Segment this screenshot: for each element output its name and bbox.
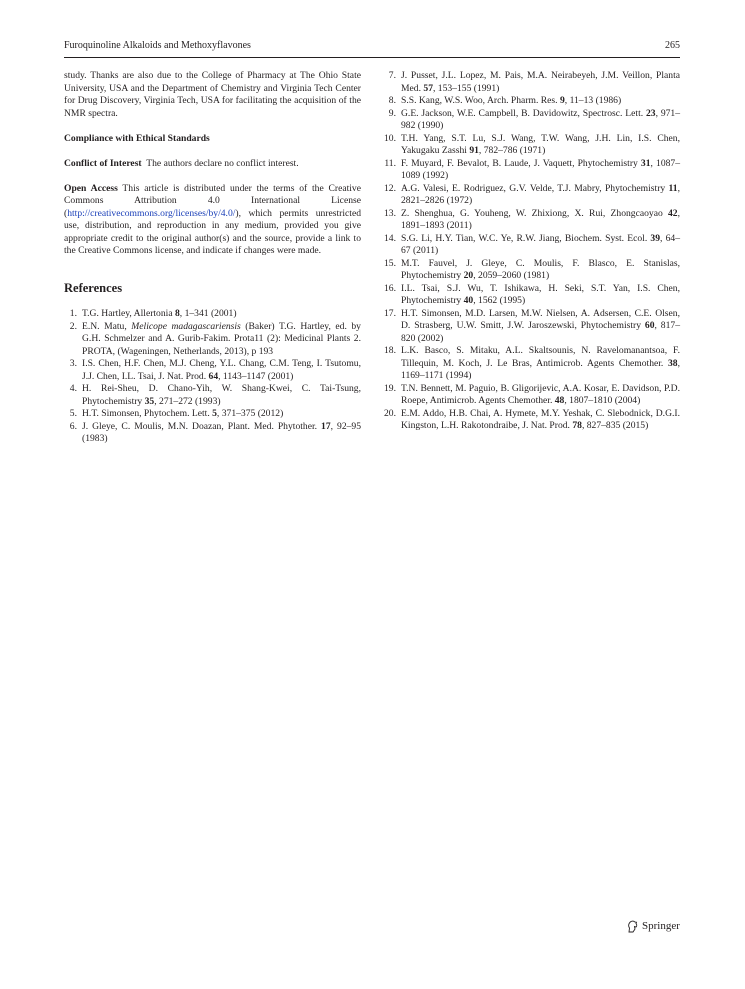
open-access-statement bbox=[64, 183, 361, 258]
reference-text: , 2821–2826 (1972) bbox=[401, 182, 680, 206]
reference-item bbox=[383, 383, 680, 408]
page-number: 265 bbox=[665, 40, 680, 51]
reference-volume: 38 bbox=[668, 357, 678, 369]
reference-volume: 5 bbox=[212, 408, 217, 419]
reference-item bbox=[383, 208, 680, 233]
reference-number: 10. bbox=[384, 132, 396, 144]
reference-item bbox=[383, 108, 680, 133]
reference-volume: 8 bbox=[174, 308, 180, 319]
reference-text: , 1891–1893 (2011) bbox=[401, 207, 680, 231]
reference-number: 16. bbox=[384, 282, 396, 294]
reference-text: H. Rei-Sheu, D. Chano-Yih, W. Shang-Kwei, C. Tai-Tsung, Phytochemistry bbox=[82, 383, 361, 407]
reference-number: 3. bbox=[69, 358, 77, 369]
reference-text: H.T. Simonsen, Phytochem. Lett. bbox=[82, 408, 213, 419]
reference-item bbox=[64, 308, 361, 321]
reference-text: L.K. Basco, S. Mitaku, A.L. Skaltsounis, N. Ravelomanantsoa, F. Tillequin, M. Koch, J. Le Bras, Antimicrob. Agents Chemother. bbox=[401, 345, 680, 369]
reference-list-left bbox=[64, 308, 361, 446]
reference-text: J. Pusset, J.L. Lopez, M. Pais, M.A. Neirabeyeh, J.M. Veillon, Planta Med. bbox=[401, 70, 680, 94]
license-link[interactable]: http://creativecommons.org/licenses/by/4.0/ bbox=[67, 207, 236, 219]
reference-item bbox=[383, 408, 680, 433]
reference-item bbox=[64, 421, 361, 446]
reference-number: 20. bbox=[384, 407, 396, 419]
reference-text: S.G. Li, H.Y. Tian, W.C. Ye, R.W. Jiang, Biochem. Syst. Ecol. bbox=[401, 232, 651, 244]
reference-item bbox=[383, 258, 680, 283]
reference-item bbox=[383, 95, 680, 108]
reference-item bbox=[64, 383, 361, 408]
reference-number: 5. bbox=[69, 408, 77, 419]
reference-text: E.N. Matu, bbox=[82, 320, 132, 332]
reference-volume: 39 bbox=[650, 232, 661, 244]
reference-number: 11. bbox=[384, 157, 396, 169]
left-column bbox=[64, 70, 361, 446]
reference-text: (Baker) T.G. Hartley, ed. by G.H. Schmelzer and A. Gurib-Fakim. Prota11 (2): Medicinal Plants 2. PROTA, (Wageningen, Netherlands, 2013), p 193 bbox=[82, 320, 361, 357]
reference-text: Z. Shenghua, G. Youheng, W. Zhixiong, X. Rui, Zhongcaoyao bbox=[401, 207, 668, 219]
reference-volume: 64 bbox=[208, 370, 219, 382]
reference-number: 13. bbox=[384, 207, 396, 219]
reference-number: 19. bbox=[384, 382, 396, 394]
reference-number: 15. bbox=[384, 257, 396, 269]
reference-text: , 971–982 (1990) bbox=[401, 107, 681, 131]
running-title: Furoquinoline Alkaloids and Methoxyflavones bbox=[64, 40, 251, 51]
compliance-heading: Compliance with Ethical Standards bbox=[64, 132, 210, 144]
conflict-of-interest bbox=[64, 158, 361, 171]
reference-item bbox=[383, 283, 680, 308]
reference-item bbox=[383, 183, 680, 208]
reference-text: M.T. Fauvel, J. Gleye, C. Moulis, F. Blasco, E. Stanislas, Phytochemistry bbox=[401, 257, 680, 281]
reference-number: 12. bbox=[384, 182, 396, 194]
reference-volume: 35 bbox=[144, 395, 155, 407]
publisher-name: Springer bbox=[642, 920, 680, 932]
reference-item bbox=[383, 158, 680, 183]
springer-horse-icon bbox=[626, 920, 639, 933]
reference-volume: 57 bbox=[423, 82, 433, 94]
reference-number: 18. bbox=[384, 345, 396, 356]
reference-volume: 42 bbox=[668, 207, 678, 219]
reference-text: , 817–820 (2002) bbox=[401, 320, 680, 344]
reference-text: , 11–13 (1986) bbox=[564, 95, 622, 106]
reference-volume: 60 bbox=[644, 320, 655, 331]
reference-item bbox=[383, 308, 680, 346]
reference-text: F. Muyard, F. Bevalot, B. Laude, J. Vaquett, Phytochemistry bbox=[401, 157, 641, 169]
reference-text: I.L. Tsai, S.J. Wu, T. Ishikawa, H. Seki, S.T. Yan, I.S. Chen, Phytochemistry bbox=[401, 282, 680, 306]
reference-item bbox=[64, 321, 361, 359]
reference-text: , 271–272 (1993) bbox=[154, 395, 221, 407]
reference-number: 6. bbox=[69, 420, 77, 432]
reference-text: , 827–835 (2015) bbox=[581, 420, 649, 431]
springer-logo bbox=[626, 920, 680, 933]
reference-volume: 40 bbox=[463, 295, 474, 306]
reference-text: S.S. Kang, W.S. Woo, Arch. Pharm. Res. bbox=[401, 95, 560, 106]
reference-text: E.M. Addo, H.B. Chai, A. Hymete, M.Y. Yeshak, C. Slebodnick, D.G.I. Kingston, L.H. Rakotondraibe, J. Nat. Prod. bbox=[401, 407, 680, 431]
reference-text: , 371–375 (2012) bbox=[216, 408, 284, 419]
reference-volume: 48 bbox=[554, 395, 565, 406]
reference-text: H.T. Simonsen, M.D. Larsen, M.W. Nielsen, A. Adsersen, C.E. Olsen, D. Strasberg, U.W. Smitt, J.W. Jaroszewski, Phytochemistry bbox=[401, 307, 680, 331]
reference-number: 2. bbox=[69, 320, 77, 332]
reference-text: , 64–67 (2011) bbox=[401, 232, 680, 256]
open-access-text-2: ), which permits unrestricted use, distribution, and reproduction in any medium, provided you give appropriate credit to the original author(s) and the source, provide a link to the Creative Commons license, and indicate if changes were made. bbox=[64, 207, 361, 256]
reference-text: J. Gleye, C. Moulis, M.N. Doazan, Plant. Med. Phytother. bbox=[82, 420, 322, 432]
reference-number: 1. bbox=[69, 308, 77, 319]
reference-number: 4. bbox=[69, 383, 77, 394]
reference-text: , 1807–1810 (2004) bbox=[564, 395, 641, 406]
reference-volume: 20 bbox=[463, 270, 474, 281]
reference-text: , 1–341 (2001) bbox=[179, 308, 237, 319]
reference-number: 17. bbox=[384, 307, 396, 319]
open-access-label: Open Access bbox=[64, 182, 118, 194]
reference-text: , 2059–2060 (1981) bbox=[473, 270, 550, 281]
reference-volume: 17 bbox=[321, 420, 331, 432]
reference-volume: 31 bbox=[640, 157, 651, 169]
conflict-label: Conflict of Interest bbox=[64, 157, 142, 169]
reference-number: 8. bbox=[388, 95, 396, 106]
reference-volume: 91 bbox=[469, 145, 479, 156]
reference-italic: Melicope madagascariensis bbox=[131, 320, 241, 332]
reference-volume: 11 bbox=[668, 182, 678, 194]
reference-item bbox=[383, 233, 680, 258]
reference-number: 7. bbox=[388, 70, 396, 81]
header-rule bbox=[64, 57, 680, 58]
reference-text: G.E. Jackson, W.E. Campbell, B. Davidowitz, Spectrosc. Lett. bbox=[401, 107, 646, 119]
reference-text: T.N. Bennett, M. Paguio, B. Gligorijevic, A.A. Kosar, E. Davidson, P.D. Roepe, Antimicrob. Agents Chemother. bbox=[401, 382, 680, 406]
reference-item bbox=[383, 70, 680, 95]
reference-number: 9. bbox=[388, 107, 396, 119]
reference-list-right bbox=[383, 70, 680, 433]
reference-text: , 1143–1147 (2001) bbox=[218, 370, 294, 382]
conflict-text: The authors declare no conflict interest. bbox=[146, 157, 299, 169]
reference-text: A.G. Valesi, E. Rodriguez, G.V. Velde, T.J. Mabry, Phytochemistry bbox=[401, 182, 669, 194]
reference-text: , 153–155 (1991) bbox=[432, 82, 500, 94]
reference-number: 14. bbox=[384, 232, 396, 244]
right-column bbox=[383, 70, 680, 433]
reference-text: , 782–786 (1971) bbox=[478, 145, 546, 156]
open-access-text-1: This article is distributed under the terms of the Creative Commons Attribution 4.0 International License ( bbox=[64, 182, 361, 219]
reference-text: , 1087–1089 (1992) bbox=[401, 157, 680, 181]
reference-text: , 1562 (1995) bbox=[473, 295, 526, 306]
reference-text: I.S. Chen, H.F. Chen, M.J. Cheng, Y.L. Chang, C.M. Teng, I. Tsutomu, J.J. Chen, I.L. Tsai, J. Nat. Prod. bbox=[82, 358, 361, 382]
reference-item bbox=[64, 408, 361, 421]
reference-text: , 92–95 (1983) bbox=[82, 420, 362, 444]
references-heading: References bbox=[64, 280, 123, 295]
reference-item bbox=[383, 345, 680, 383]
reference-text: T.H. Yang, S.T. Lu, S.J. Wang, T.W. Wang, J.H. Lin, I.S. Chen, Yakugaku Zasshi bbox=[401, 132, 680, 156]
running-header bbox=[64, 40, 680, 52]
reference-text: T.G. Hartley, Allertonia bbox=[82, 308, 175, 319]
acknowledgement-text: study. Thanks are also due to the College of Pharmacy at The Ohio State University, USA and the Department of Chemistry and Virginia Tech Center for Drug Discovery, Virginia Tech, USA for facilitating the acquisition of the NMR spectra. bbox=[64, 70, 361, 119]
reference-item bbox=[64, 358, 361, 383]
reference-volume: 78 bbox=[572, 420, 582, 431]
reference-item bbox=[383, 133, 680, 158]
reference-volume: 23 bbox=[645, 107, 656, 119]
reference-text: , 1169–1171 (1994) bbox=[401, 357, 680, 381]
reference-volume: 9 bbox=[559, 95, 565, 106]
